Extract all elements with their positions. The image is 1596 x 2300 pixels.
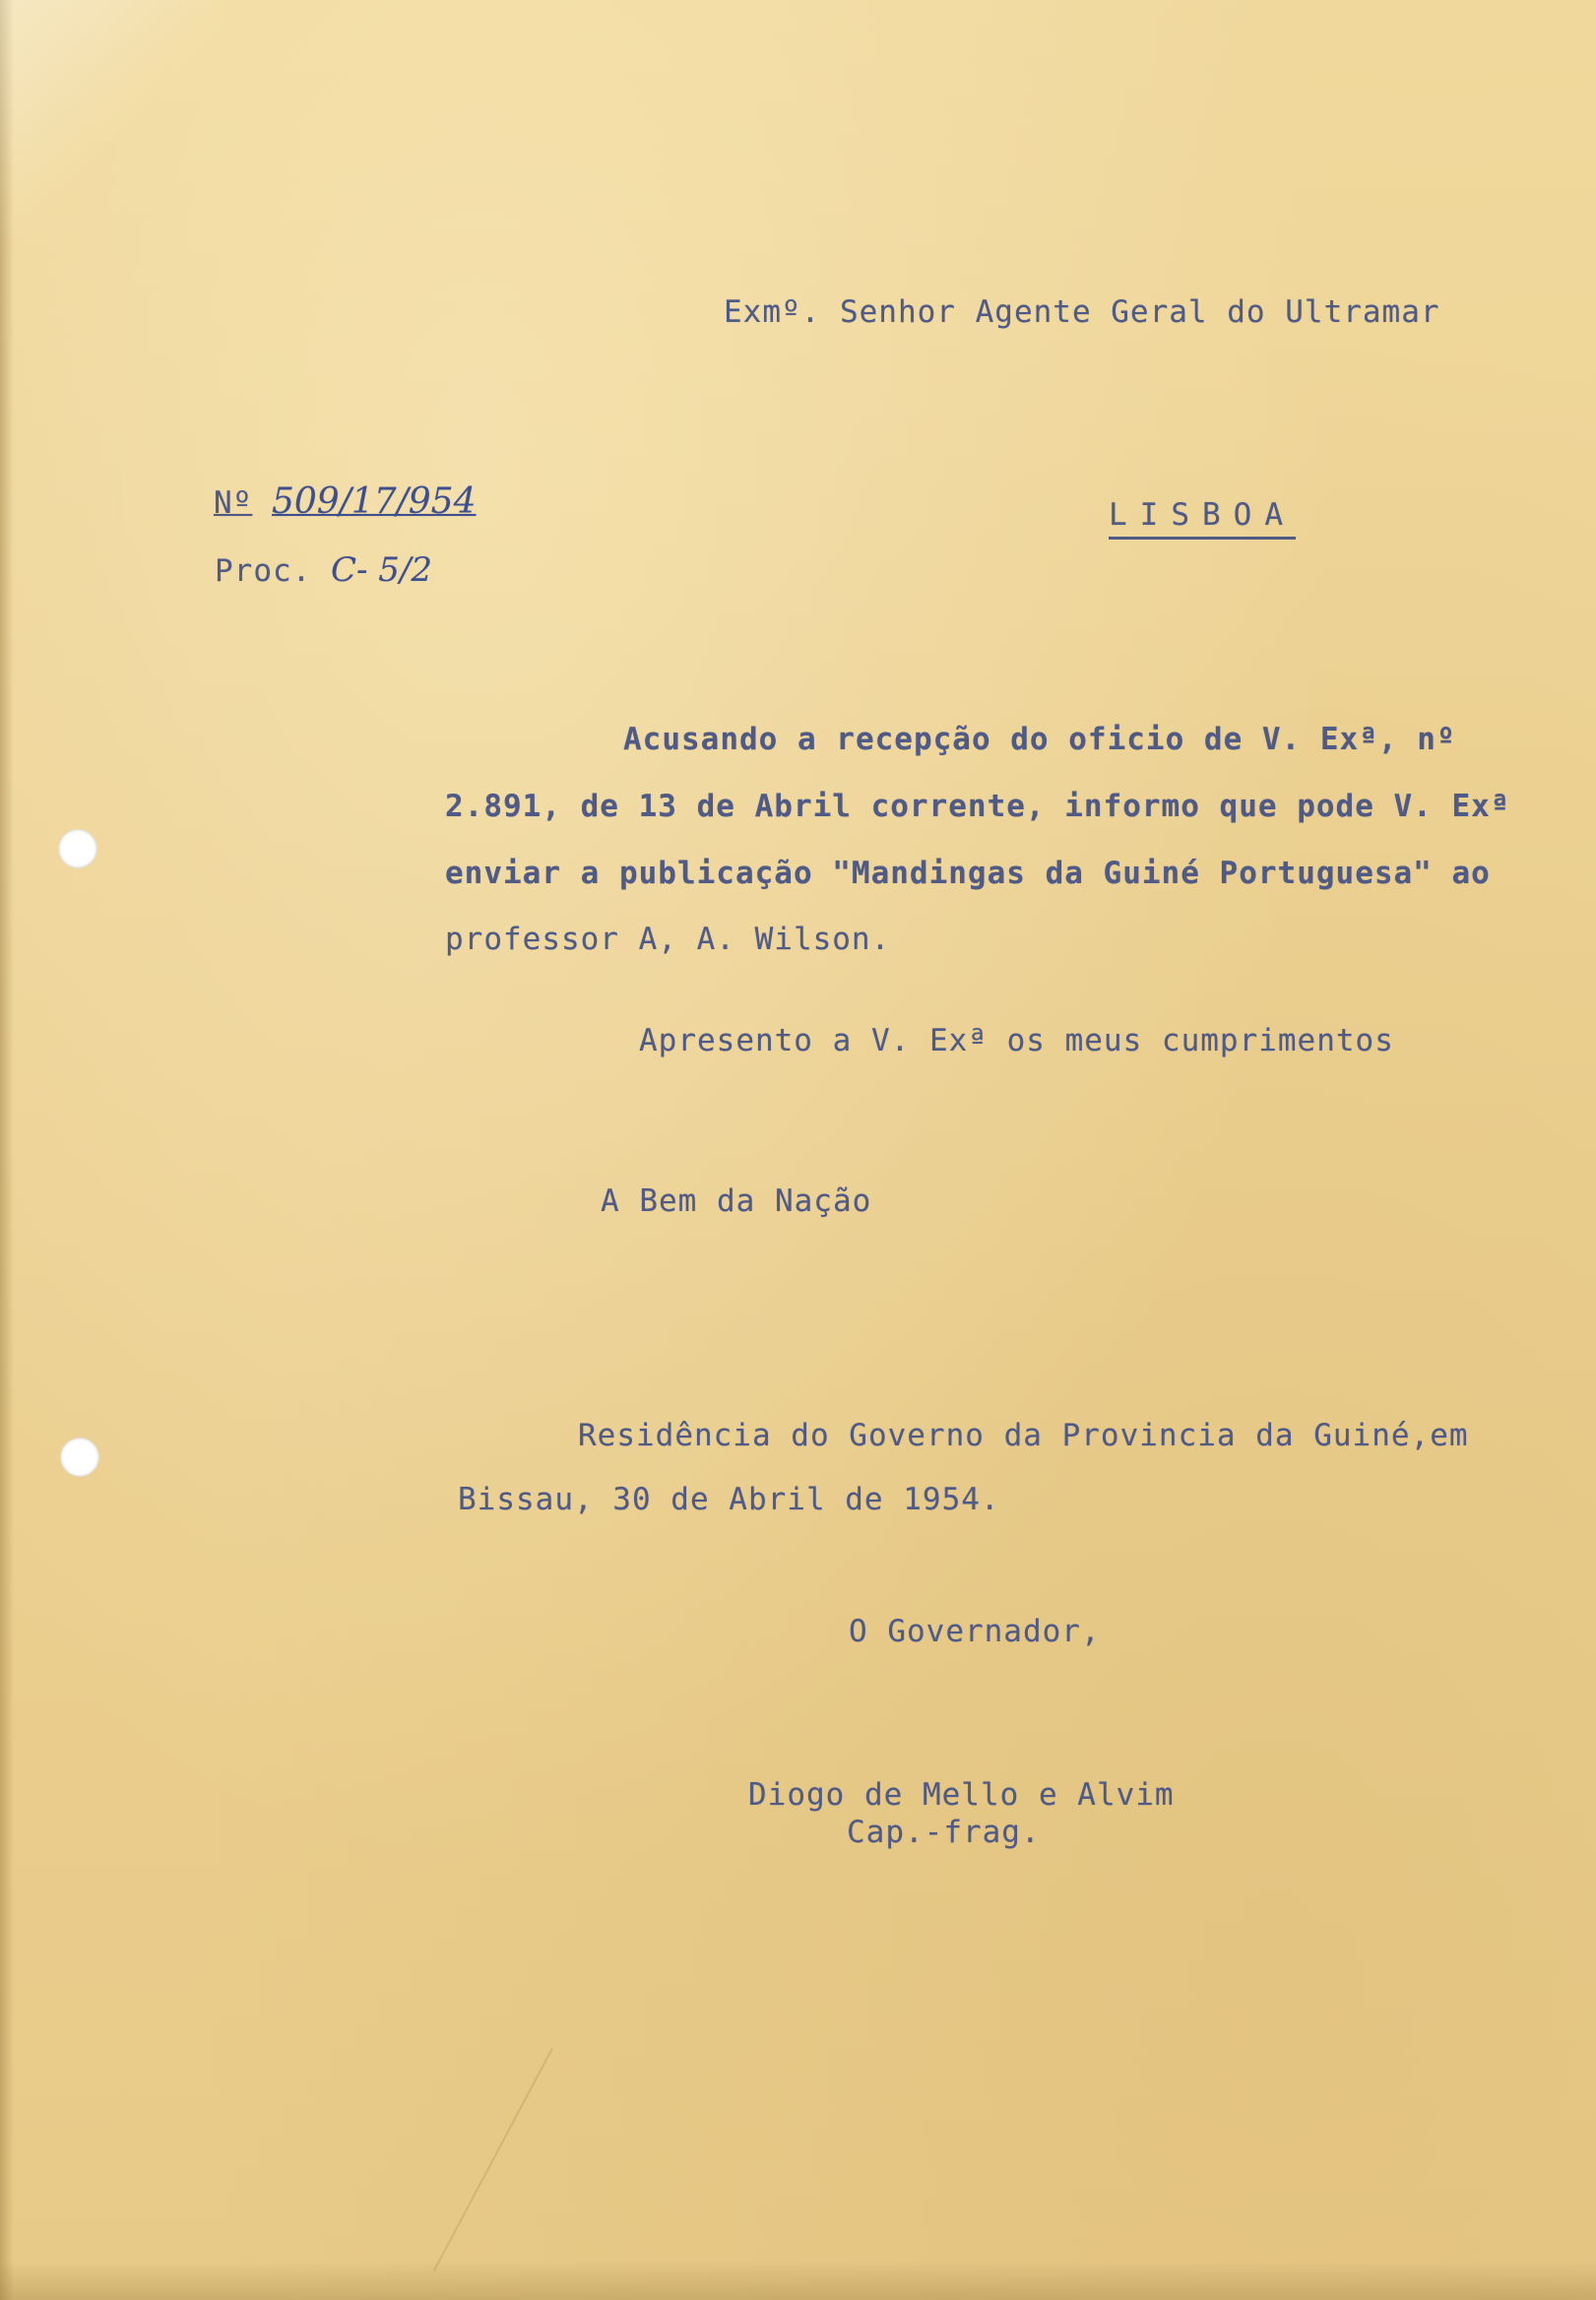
reference-number — [214, 481, 477, 522]
paper-edge-bottom — [0, 2261, 1596, 2300]
process-reference — [215, 550, 433, 590]
place-date-line-1: Residência do Governo da Provincia da Guiné,em — [578, 1418, 1469, 1453]
reference-prefix: Nº — [214, 485, 253, 521]
body-line-1: Acusando a recepção do oficio de V. Exª, nº — [623, 722, 1456, 757]
signer-rank: Cap.-frag. — [847, 1815, 1041, 1850]
closing-line: A Bem da Nação — [601, 1183, 872, 1219]
paper-edge-left — [0, 0, 14, 2300]
body-line-2: 2.891, de 13 de Abril corrente, informo que pode V. Exª — [445, 789, 1510, 824]
process-handwritten-code: C- 5/2 — [331, 550, 433, 590]
signer-name: Diogo de Mello e Alvim — [748, 1777, 1175, 1813]
body-line-3: enviar a publicação "Mandingas da Guiné Portuguesa" ao — [445, 856, 1491, 891]
body-line-4: professor A, A. Wilson. — [445, 922, 891, 957]
greeting-line: Apresento a V. Exª os meus cumprimentos — [639, 1023, 1394, 1058]
reference-handwritten-number: 509/17/954 — [272, 481, 477, 522]
punch-hole-bottom — [60, 1438, 99, 1477]
addressee-line: Exmº. Senhor Agente Geral do Ultramar — [724, 294, 1440, 330]
punch-hole-top — [58, 829, 97, 868]
place-date-line-2: Bissau, 30 de Abril de 1954. — [458, 1482, 1000, 1517]
destination-city: LISBOA — [1109, 500, 1296, 540]
signer-title: O Governador, — [849, 1614, 1101, 1649]
process-label: Proc. — [215, 553, 312, 589]
paper-fold-highlight — [0, 0, 217, 256]
paper-crease — [433, 2048, 553, 2271]
